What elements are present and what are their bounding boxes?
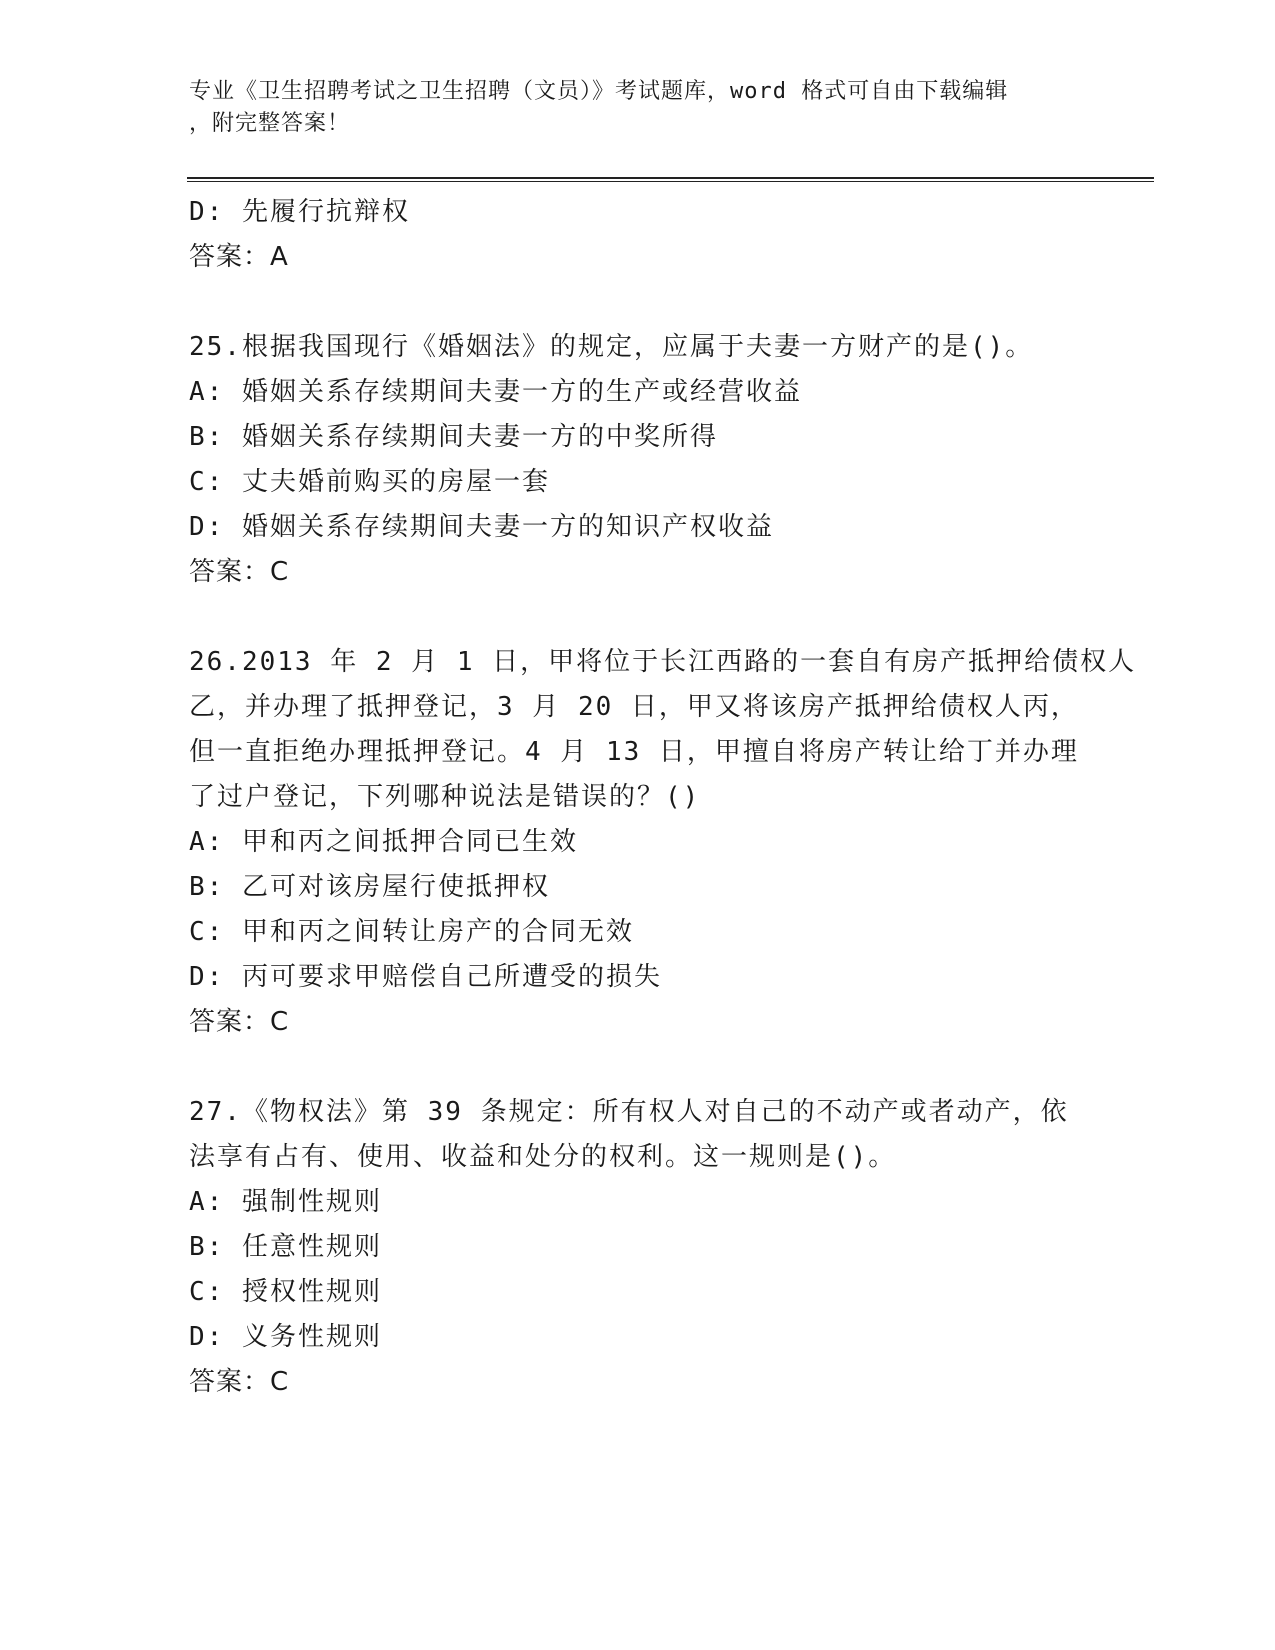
question-text-line: 乙，并办理了抵押登记，3 月 20 日，甲又将该房产抵押给债权人丙， — [189, 692, 1079, 722]
option-c: C: 丈夫婚前购买的房屋一套 — [189, 467, 550, 497]
question-text-line: 法享有占有、使用、收益和处分的权利。这一规则是()。 — [189, 1142, 897, 1172]
answer-line: 答案：C — [189, 557, 290, 587]
question-text-line: 但一直拒绝办理抵押登记。4 月 13 日，甲擅自将房产转让给丁并办理 — [189, 737, 1079, 767]
option-b: B: 婚姻关系存续期间夫妻一方的中奖所得 — [189, 422, 718, 452]
question-text-line: 26.2013 年 2 月 1 日，甲将位于长江西路的一套自有房产抵押给债权人 — [189, 647, 1137, 677]
option-d: D: 婚姻关系存续期间夫妻一方的知识产权收益 — [189, 512, 774, 542]
header-title-line-2: ，附完整答案！ — [189, 111, 351, 136]
option-b: B: 乙可对该房屋行使抵押权 — [189, 872, 550, 902]
option-d: D: 丙可要求甲赔偿自己所遭受的损失 — [189, 962, 662, 992]
question-25 — [189, 325, 1089, 595]
answer-line: 答案：C — [189, 1367, 290, 1397]
question-text-line: 27.《物权法》第 39 条规定：所有权人对自己的不动产或者动产，依 — [189, 1097, 1069, 1127]
option-a: A: 婚姻关系存续期间夫妻一方的生产或经营收益 — [189, 377, 802, 407]
option-a: A: 甲和丙之间抵押合同已生效 — [189, 827, 578, 857]
question-text-line: 25.根据我国现行《婚姻法》的规定，应属于夫妻一方财产的是()。 — [189, 332, 1034, 362]
option-a: A: 强制性规则 — [189, 1187, 382, 1217]
question-text — [189, 640, 1137, 820]
answer-line: 答案：A — [189, 242, 289, 272]
header-title-line-1: 专业《卫生招聘考试之卫生招聘（文员）》考试题库，word 格式可自由下载编辑 — [189, 79, 1009, 104]
previous-question-tail — [189, 190, 1089, 280]
question-text — [189, 325, 1089, 370]
option-c: C: 甲和丙之间转让房产的合同无效 — [189, 917, 634, 947]
question-text — [189, 1090, 1089, 1180]
option-b: B: 任意性规则 — [189, 1232, 382, 1262]
question-27 — [189, 1090, 1089, 1405]
option-d: D: 先履行抗辩权 — [189, 197, 410, 227]
question-26 — [189, 640, 1137, 1045]
question-list — [189, 190, 1137, 1405]
question-text-line: 了过户登记，下列哪种说法是错误的？() — [189, 782, 701, 812]
option-c: C: 授权性规则 — [189, 1277, 382, 1307]
answer-line: 答案：C — [189, 1007, 290, 1037]
option-d: D: 义务性规则 — [189, 1322, 382, 1352]
document-header — [189, 76, 1089, 140]
header-divider — [187, 177, 1154, 182]
